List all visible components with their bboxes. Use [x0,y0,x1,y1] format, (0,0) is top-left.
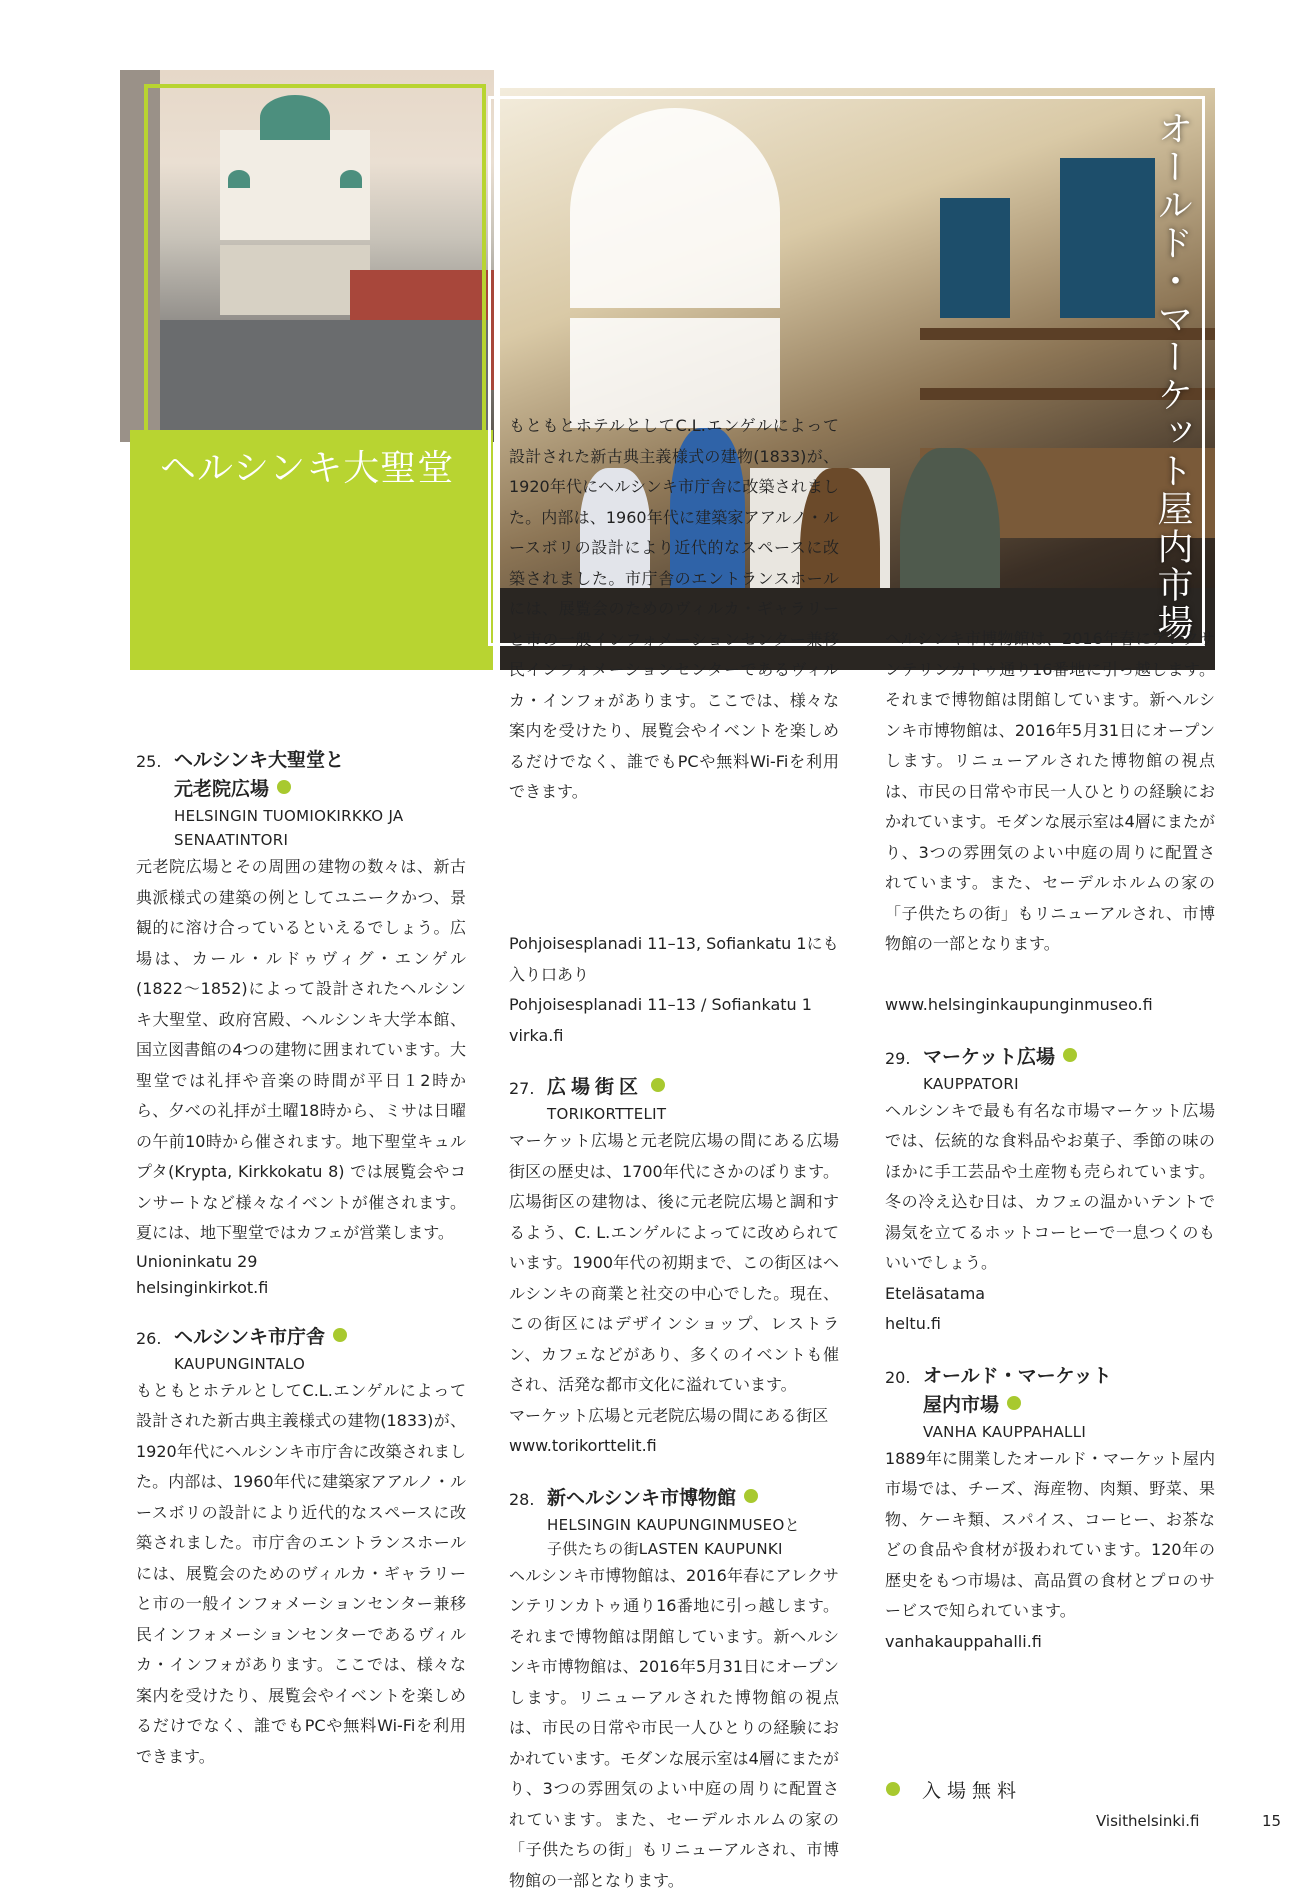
entry-29-address: Eteläsatama [885,1283,986,1303]
cathedral-photo-caption: ヘルシンキ大聖堂 [160,448,455,489]
entry-28-heading [509,1484,839,1513]
entry-26-title: ヘルシンキ市庁舎 [174,1325,326,1348]
entry-27-location: マーケット広場と元老院広場の間にある街区 [509,1405,829,1425]
entry-29-body: ヘルシンキで最も有名な市場マーケット広場では、伝統的な食料品やお菓子、季節の味のほかに手工芸品や土産物も売られています。冬の冷え込む日は、カフェの温かいテントで湯気を立てるホットコーヒーで一息つくのもいいでしょう。 [885,1100,1215,1272]
free-entry-dot-icon [1007,1396,1021,1410]
legend-free-entry: 入場無料 [922,1780,1023,1802]
page-number: 15 [1262,1812,1282,1830]
entry-26-heading [136,1323,466,1352]
entry-27-latin: TORIKORTTELIT [547,1105,667,1123]
entry-28-number: 28. [509,1489,535,1509]
free-entry-dot-icon [1063,1048,1077,1062]
entry-27-heading [509,1073,839,1102]
entry-20-number: 20. [885,1367,911,1387]
entry-28-latin-line1: HELSINGIN KAUPUNGINMUSEOと [547,1515,800,1534]
entry-25-heading [136,746,466,804]
entry-25-address: Unioninkatu 29 [136,1251,258,1271]
entry-20-title-line2: 屋内市場 [923,1393,1000,1416]
entry-25-body: 元老院広場とその周囲の建物の数々は、新古典派様式の建築の例としてユニークかつ、景観的に溶け合っているといえるでしょう。広場は、カール・ルドゥヴィグ・エンゲル(1822〜1852)によって設計されたヘルシンキ大聖堂、政府宮殿、ヘルシンキ大学本館、国立図書館の4つの建物に囲まれています。大聖堂では礼拝や音楽の時間が平日１2時から、夕べの礼拝が土曜18時から、ミサは日曜の午前10時から催されます。地下聖堂キュルプタ(Krypta, Kirkkokatu 8) では展覧会やコンサートなど様々なイベントが催されます。夏には、地下聖堂ではカフェが営業します。 [136,857,466,1242]
entry-26-address: Pohjoisesplanadi 11–13 / Sofiankatu 1 [509,995,812,1014]
entry-20-latin: VANHA KAUPPAHALLI [923,1422,1087,1441]
free-entry-dot-icon [277,780,291,794]
entry-28-title: 新ヘルシンキ市博物館 [547,1486,737,1509]
column-1 [136,746,466,1766]
entry-29-heading [885,1043,1215,1072]
entry-26-body-overflow: もともとホテルとしてC.L.エンゲルによって設計された新古典主義様式の建物(1833)が、1920年代にヘルシンキ市庁舎に改築されました。内部は、1960年代に建築家アアルノ・ルースボリの設計により近代的なスペースに改築されました。市庁舎のエントランスホールには、展覧会のためのヴィルカ・ギャラリーと市の一般インフォメーションセンター兼移民インフォメーションセンターであるヴィルカ・インフォがあります。ここでは、様々な案内を受けたり、展覧会やイベントを楽しめるだけでなく、誰でもPCや無料Wi-Fiを利用できます。 [509,416,839,801]
column-2 [509,416,839,1890]
entry-26-number: 26. [136,1328,162,1348]
entry-25-latin-line2: SENAATINTORI [174,831,289,849]
entry-26-body: もともとホテルとしてC.L.エンゲルによって設計された新古典主義様式の建物(1833)が、1920年代にヘルシンキ市庁舎に改築されました。内部は、1960年代に建築家アアルノ・ルースボリの設計により近代的なスペースに改築されました。市庁舎のエントランスホールには、展覧会のためのヴィルカ・ギャラリーと市の一般インフォメーションセンター兼移民インフォメーションセンターであるヴィルカ・インフォがあります。ここでは、様々な案内を受けたり、展覧会やイベントを楽しめるだけでなく、誰でもPCや無料Wi-Fiを利用できます。 [136,1380,466,1766]
free-entry-dot-icon [886,1782,900,1796]
entry-28-body-continued [885,629,1215,990]
entry-29-number: 29. [885,1048,911,1068]
entry-29-url[interactable]: heltu.fi [885,1314,942,1333]
entry-25-title-line1: ヘルシンキ大聖堂と [174,749,345,771]
entry-28-url[interactable]: www.helsinginkaupunginmuseo.fi [885,995,1153,1014]
entry-25-url[interactable]: helsinginkirkot.fi [136,1277,269,1297]
free-entry-dot-icon [744,1489,758,1503]
entry-29-latin: KAUPPATORI [923,1074,1019,1093]
entry-27-title: 広場街区 [547,1076,644,1098]
entry-26-url[interactable]: virka.fi [509,1025,564,1045]
entry-26-body-continued [509,416,839,929]
free-entry-dot-icon [333,1328,347,1342]
entry-25-number: 25. [136,752,162,771]
entry-27-url[interactable]: www.torikorttelit.fi [509,1436,657,1455]
entry-28-body: ヘルシンキ市博物館は、2016年春にアレクサンテリンカトゥ通り16番地に引っ越します。それまで博物館は閉館しています。新ヘルシンキ市博物館は、2016年5月31日にオープンします。リニューアルされた博物館の視点は、市民の日常や市民一人ひとりの経験におかれています。モダンな展示室は4層にまたがり、3つの雰囲気のよい中庭の周りに配置されています。また、セーデルホルムの家の「子供たちの街」もリニューアルされ、市博物館の一部となります。 [509,1565,839,1890]
entry-20-heading [885,1362,1215,1420]
entry-25-title-line2: 元老院広場 [174,778,270,800]
entry-20-url[interactable]: vanhakauppahalli.fi [885,1631,1042,1651]
entry-25-latin-line1: HELSINGIN TUOMIOKIRKKO JA [174,807,404,825]
free-entry-dot-icon [651,1078,665,1092]
legend [886,1776,1022,1803]
column-3 [885,629,1215,1657]
entry-26-latin: KAUPUNGINTALO [174,1354,306,1373]
entry-27-body: マーケット広場と元老院広場の間にある広場街区の歴史は、1700年代にさかのぼります。広場街区の建物は、後に元老院広場と調和するよう、C. L.エンゲルによってに改められています。1900年代の初期まで、この街区はヘルシンキの商業と社交の中心でした。現在、この街区にはデザインショップ、レストラン、カフェなどがあり、多くのイベントも催され、活発な都市文化に溢れています。 [509,1131,839,1394]
footer-website: Visithelsinki.fi [1096,1812,1200,1830]
entry-20-body: 1889年に開業したオールド・マーケット屋内市場では、チーズ、海産物、肉類、野菜、果物、ケーキ類、スパイス、コーヒー、お茶などの食品や食材が扱われています。120年の歴史をもつ市場は、高品質の食材とプロのサービスで知られています。 [885,1448,1215,1620]
entry-29-title: マーケット広場 [923,1045,1056,1068]
entry-26-address-note: Pohjoisesplanadi 11–13, Sofiankatu 1にも入り口あり [509,934,839,984]
green-frame [144,84,486,654]
market-photo-caption: オールド・マーケット屋内市場 [1152,110,1193,642]
entry-27-number: 27. [509,1079,535,1098]
entry-28-latin-line2: 子供たちの街LASTEN KAUPUNKI [547,1539,783,1558]
entry-28-body-overflow: ヘルシンキ市博物館は、2016年春にアレクサンテリンカトゥ通り16番地に引っ越します。それまで博物館は閉館しています。新ヘルシンキ市博物館は、2016年5月31日にオープンします。リニューアルされた博物館の視点は、市民の日常や市民一人ひとりの経験におかれています。モダンな展示室は4層にまたがり、3つの雰囲気のよい中庭の周りに配置されています。また、セーデルホルムの家の「子供たちの街」もリニューアルされ、市博物館の一部となります。 [885,629,1215,953]
entry-20-title-line1: オールド・マーケット [923,1364,1112,1387]
